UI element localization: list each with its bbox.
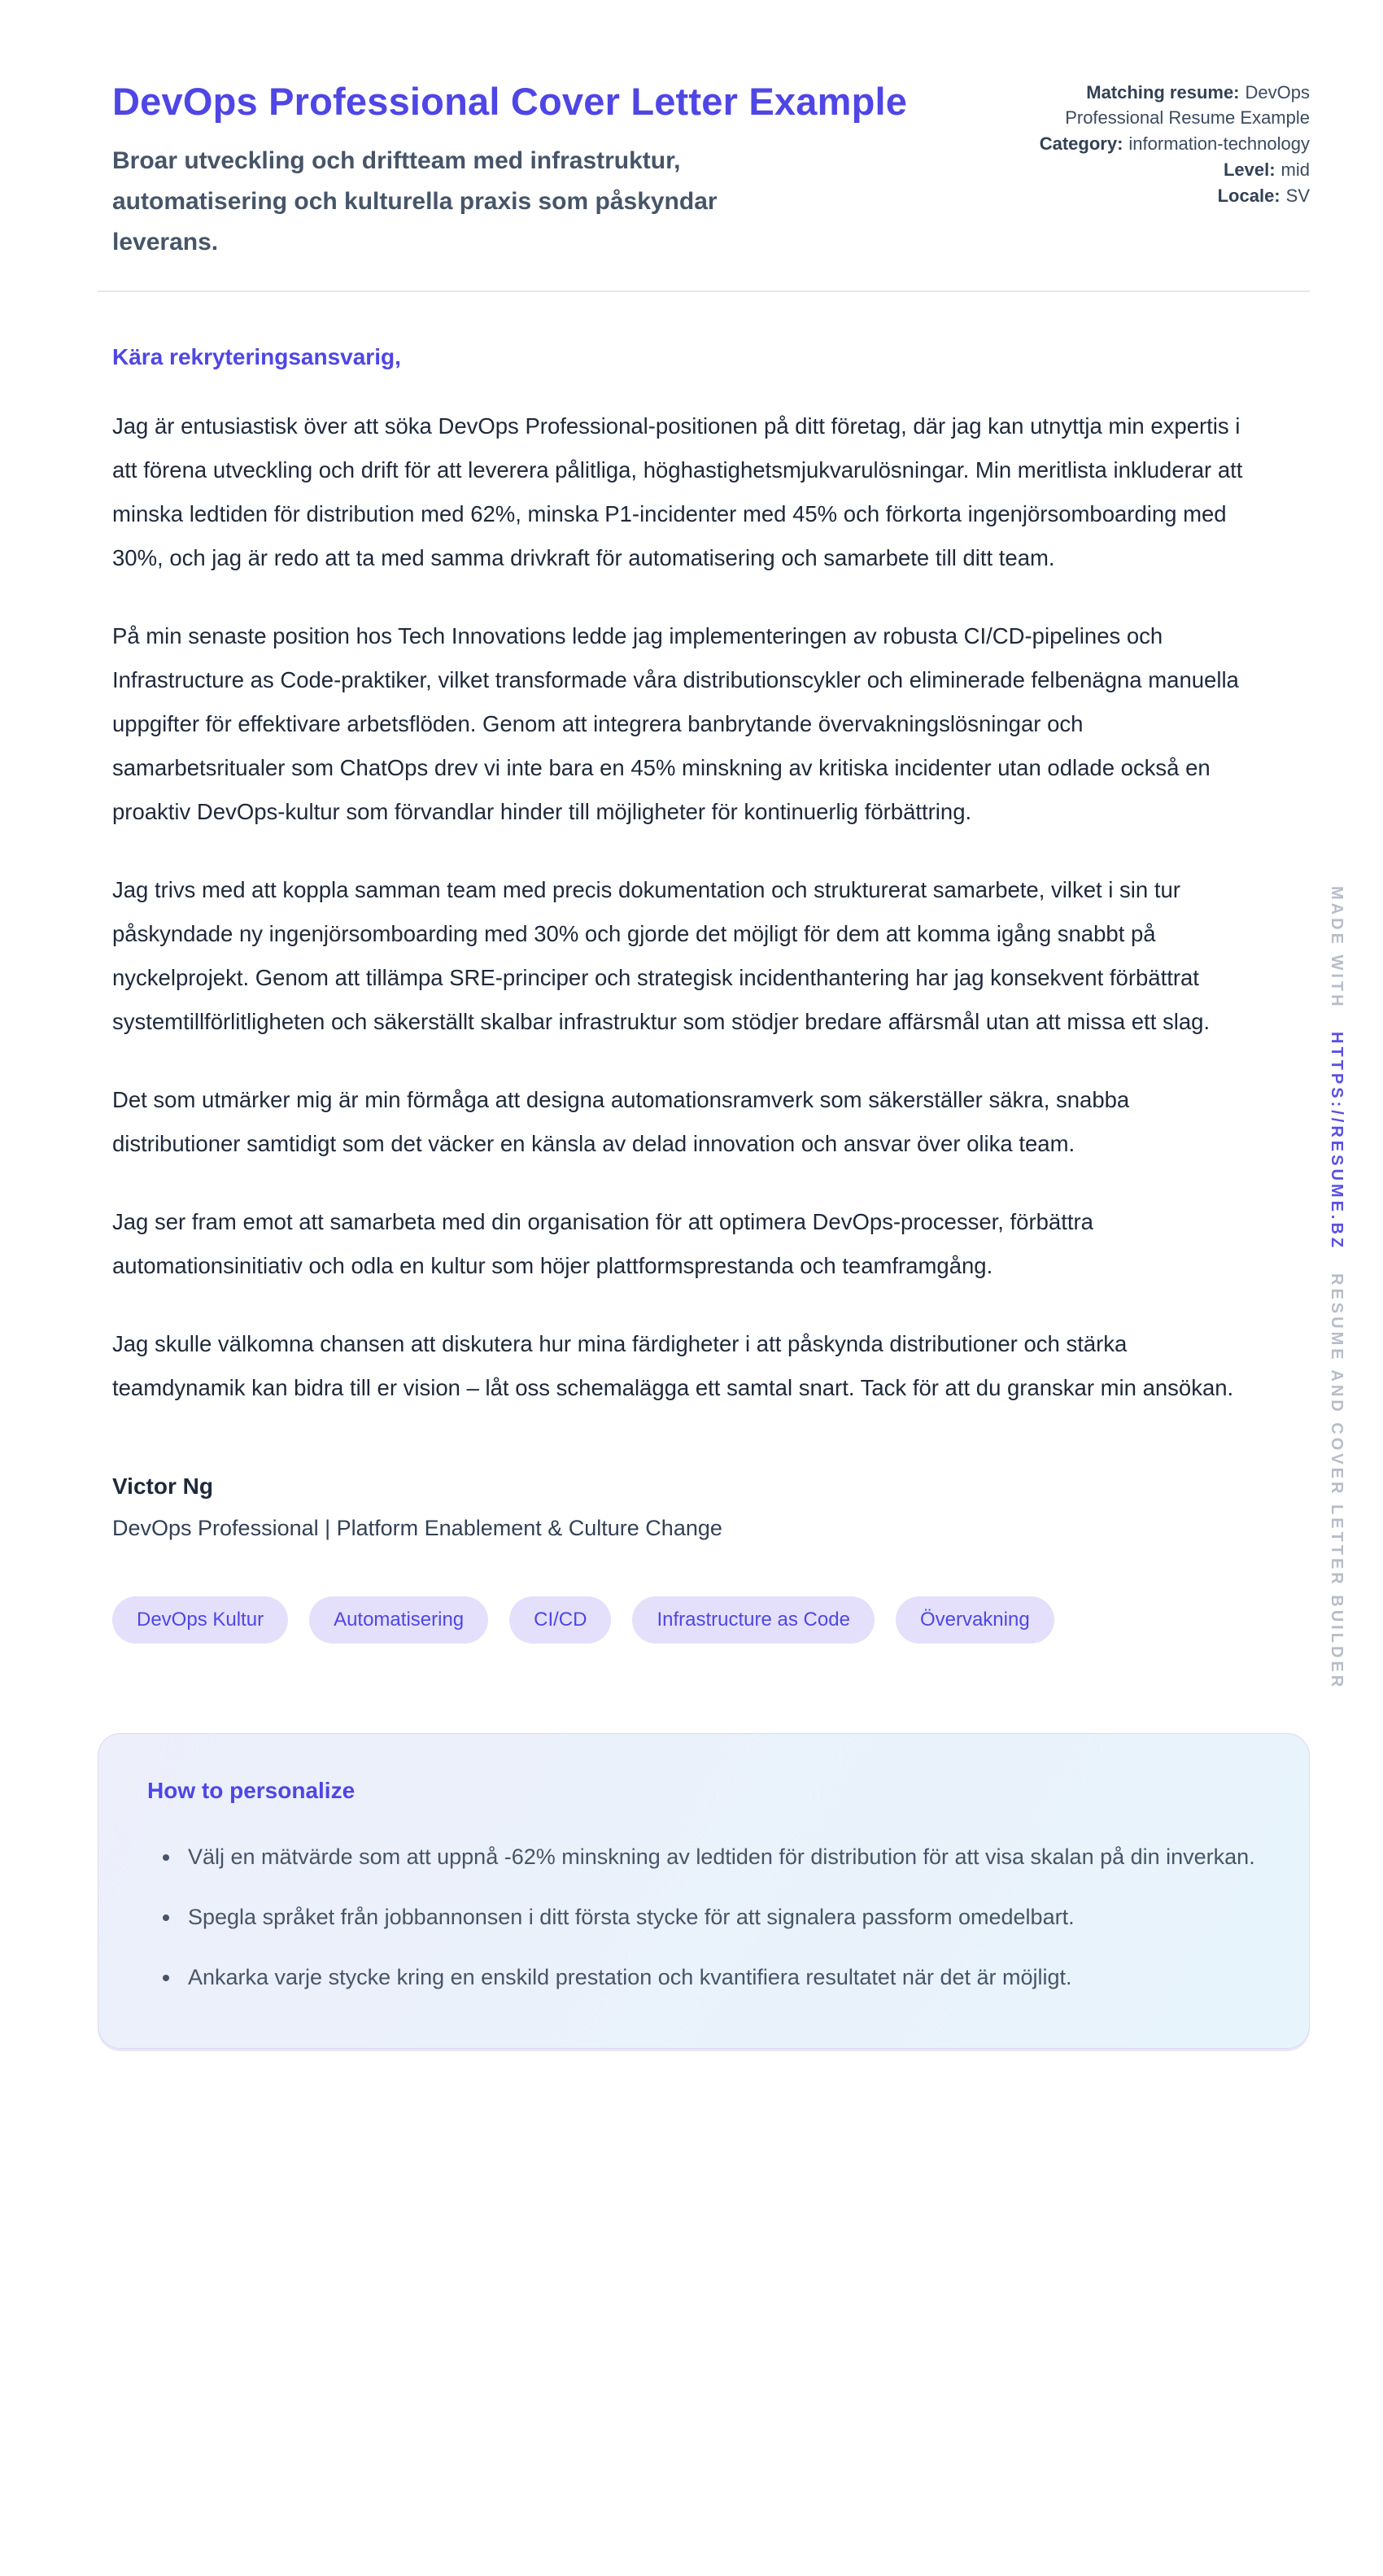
tip-item: • Välj en mätvärde som att uppnå -62% minskning av ledtiden för distribution för att visa skalan på din inverkan.	[181, 1836, 1260, 1877]
header-divider	[98, 290, 1310, 292]
skill-tag: Övervakning	[896, 1596, 1054, 1644]
letter-paragraph: Jag är entusiastisk över att söka DevOps Professional-positionen på ditt företag, där jag kan utnyttja min expertis i att förena utveckling och drift för att leverera pålitliga, höghastighetsmjukvarulösningar. Min meritlista inkluderar att minska ledtiden för distribution med 62%, minska P1-incidenter med 45% och förkorta ingenjörsomboarding med 30%, och jag är redo att ta med samma drivkraft för automatisering och samarbete till ditt team.	[112, 413, 1243, 570]
meta-label: Category:	[1039, 133, 1123, 154]
page-subtitle: Broar utveckling och driftteam med infrastruktur, automatisering och kulturella praxis som påskyndar leverans.	[112, 146, 718, 255]
skill-tag: DevOps Kultur	[112, 1596, 288, 1644]
meta-category	[999, 131, 1310, 156]
tips-title: How to personalize	[147, 1777, 356, 1803]
meta-matching-resume	[999, 80, 1310, 130]
letter-paragraph: På min senaste position hos Tech Innovations ledde jag implementeringen av robusta CI/CD-pipelines och Infrastructure as Code-praktiker, vilket transformade våra distributionscykler och eliminerade felbenägna manuella uppgifter för effektivare arbetsflöden. Genom att integrera banbrytande övervakningslösningar och samarbetsritualer som ChatOps drev vi inte bara en 45% minskning av kritiska incidenter utan odlade också en proaktiv DevOps-kultur som förvandlar hinder till möjligheter för kontinuerlig förbättring.	[112, 622, 1239, 824]
meta-label: Matching resume:	[1086, 82, 1240, 103]
resume-bz-link[interactable]: HTTPS://RESUME.BZ	[1328, 1032, 1346, 1251]
header	[98, 75, 1310, 263]
meta-label: Level:	[1223, 159, 1276, 180]
meta-value: mid	[1280, 159, 1310, 180]
watermark-prefix: MADE WITH	[1328, 886, 1346, 1010]
meta-locale	[999, 183, 1310, 208]
skill-tag: Automatisering	[309, 1596, 488, 1644]
tip-item: • Ankarka varje stycke kring en enskild prestation och kvantifiera resultatet när det är möjligt.	[181, 1957, 1260, 1997]
meta-panel	[999, 80, 1310, 209]
header-title-block	[112, 75, 907, 263]
watermark-suffix: RESUME AND COVER LETTER BUILDER	[1328, 1273, 1346, 1690]
letter-paragraph: Det som utmärker mig är min förmåga att designa automationsramverk som säkerställer säkra, snabba distributioner samtidigt som det väcker en känsla av delad innovation och ansvar över olika team.	[112, 1086, 1130, 1156]
page-title: DevOps Professional Cover Letter Example	[112, 80, 908, 123]
how-to-personalize-box	[98, 1733, 1310, 2049]
letter-paragraph: Jag trivs med att koppla samman team med precis dokumentation och strukturerat samarbete, vilket i sin tur påskyndade ny ingenjörsomboarding med 30% och gjorde det möjligt för dem att komma igång snabbt på nyckelprojekt. Genom att tillämpa SRE-principer och strategisk incidenthantering har jag konsekvent förbättrat systemtillförlitligheten och säkerställt skalbar infrastruktur som stödjer bredare affärsmål utan att missa ett slag.	[112, 876, 1211, 1034]
letter-paragraph: Jag skulle välkomna chansen att diskutera hur mina färdigheter i att påskynda distributioner och stärka teamdynamik kan bidra till er vision – låt oss schemalägga ett samtal snart. Tack för att du granskar min ansökan.	[112, 1330, 1234, 1400]
tip-item: • Spegla språket från jobbannonsen i ditt första stycke för att signalera passform omedelbart.	[181, 1897, 1260, 1937]
cover-letter-body	[98, 344, 1261, 1541]
meta-value: DevOps Professional Resume Example	[1065, 82, 1310, 128]
letter-greeting: Kära rekryteringsansvarig,	[112, 343, 401, 369]
signature-role: DevOps Professional | Platform Enablement & Culture Change	[112, 1515, 722, 1540]
meta-level	[999, 157, 1310, 182]
meta-value: SV	[1285, 186, 1310, 206]
made-with-watermark	[1327, 886, 1346, 1690]
skill-tag: Infrastructure as Code	[632, 1596, 874, 1644]
signature-name: Victor Ng	[112, 1473, 213, 1499]
meta-value: information-technology	[1128, 133, 1310, 154]
meta-label: Locale:	[1217, 186, 1280, 206]
skill-tag: CI/CD	[509, 1596, 611, 1644]
tips-list	[147, 1836, 1260, 1997]
skill-tags-row	[98, 1596, 1310, 1644]
letter-paragraph: Jag ser fram emot att samarbeta med din organisation för att optimera DevOps-processer, förbättra automationsinitiativ och odla en kultur som höjer plattformsprestanda och teamframgång.	[112, 1208, 1093, 1278]
